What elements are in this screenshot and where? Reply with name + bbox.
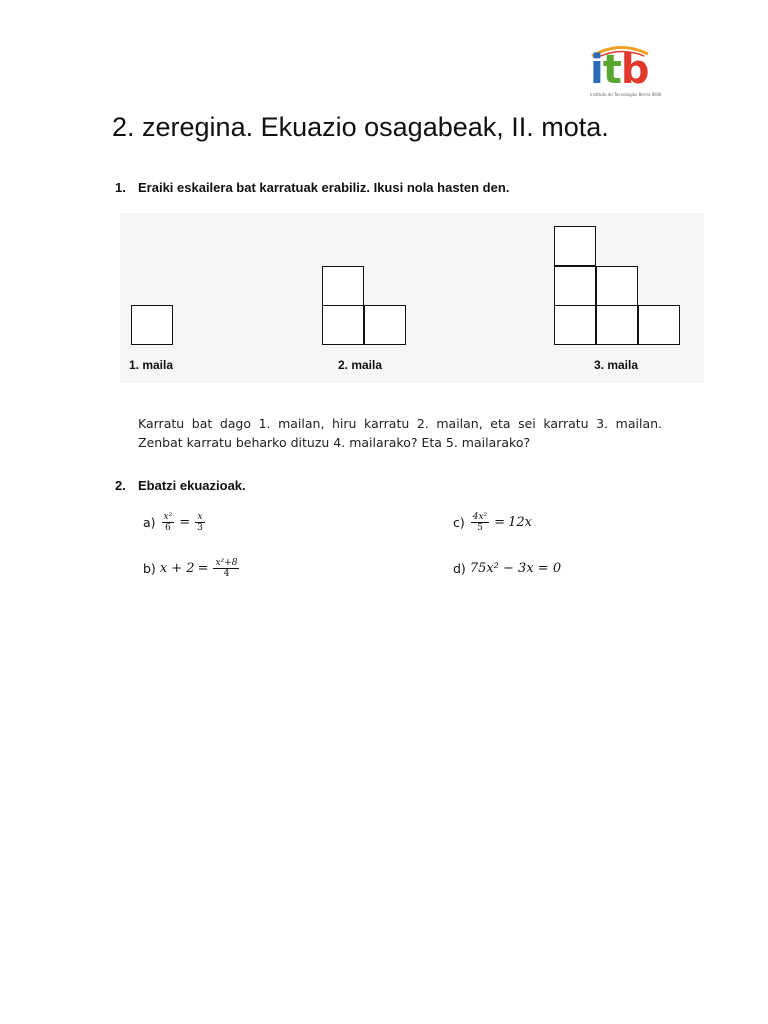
equation-c-rhs: 12x — [508, 515, 532, 530]
level-3-label: 3. maila — [594, 358, 639, 372]
level-2-square — [322, 266, 364, 306]
question-1-paragraph — [138, 414, 662, 452]
level-3-square — [554, 305, 596, 345]
equals-sign: = — [494, 515, 506, 530]
equation-d-expression: 75x² − 3x = 0 — [469, 561, 562, 576]
level-1-label: 1. maila — [129, 358, 174, 372]
question-2-text: Ebatzi ekuazioak. — [138, 478, 246, 493]
level-3-square — [638, 305, 680, 345]
itb-logo — [584, 42, 662, 100]
level-2-square — [322, 305, 364, 345]
equation-a-lhs-fraction: $\frac{\text{x²}}{6}$ — [163, 512, 173, 533]
logo-subtitle: Instituto de Tecnologías Berria IIIIIIII — [590, 92, 662, 97]
equation-b-label: b) — [143, 561, 156, 576]
equation-d-label: d) — [453, 561, 466, 576]
staircase-figure — [120, 213, 704, 383]
level-3-square — [554, 266, 596, 306]
equation-a-label: a) — [143, 515, 156, 530]
level-3-square — [596, 305, 638, 345]
equation-b-rhs-fraction: $\frac{\text{x²+8}}{4}$ — [215, 558, 238, 579]
question-1 — [115, 180, 509, 195]
equation-b-lhs: x + 2 — [159, 561, 195, 576]
equation-c-lhs-fraction: $\frac{\text{4x²}}{5}$ — [472, 512, 488, 533]
level-3-square — [554, 226, 596, 266]
equation-a — [143, 512, 207, 533]
question-1-number: 1. — [115, 180, 126, 195]
equation-a-rhs-fraction: $\frac{x}{3}$ — [197, 512, 203, 533]
logo-letters: itb — [590, 47, 649, 93]
question-2-number: 2. — [115, 478, 126, 493]
paragraph-line-1: Karratu bat dago 1. mailan, hiru karratu 2. mailan, eta sei karratu 3. mailan. — [138, 416, 662, 431]
equation-b — [143, 558, 241, 579]
question-2 — [115, 478, 246, 493]
equals-sign: = — [197, 561, 209, 576]
level-2-label: 2. maila — [338, 358, 383, 372]
level-2-square — [364, 305, 406, 345]
question-1-text: Eraiki eskailera bat karratuak erabiliz. Ikusi nola hasten den. — [138, 180, 510, 195]
equation-c-label: c) — [453, 515, 465, 530]
equals-sign: = — [179, 515, 191, 530]
equation-c — [453, 512, 532, 533]
level-1-square — [131, 305, 173, 345]
page-title: 2. zeregina. Ekuazio osagabeak, II. mota. — [112, 112, 609, 142]
equation-d — [453, 561, 561, 576]
paragraph-line-2: Zenbat karratu beharko dituzu 4. mailarako? Eta 5. mailarako? — [138, 435, 531, 450]
level-3-square — [596, 266, 638, 306]
